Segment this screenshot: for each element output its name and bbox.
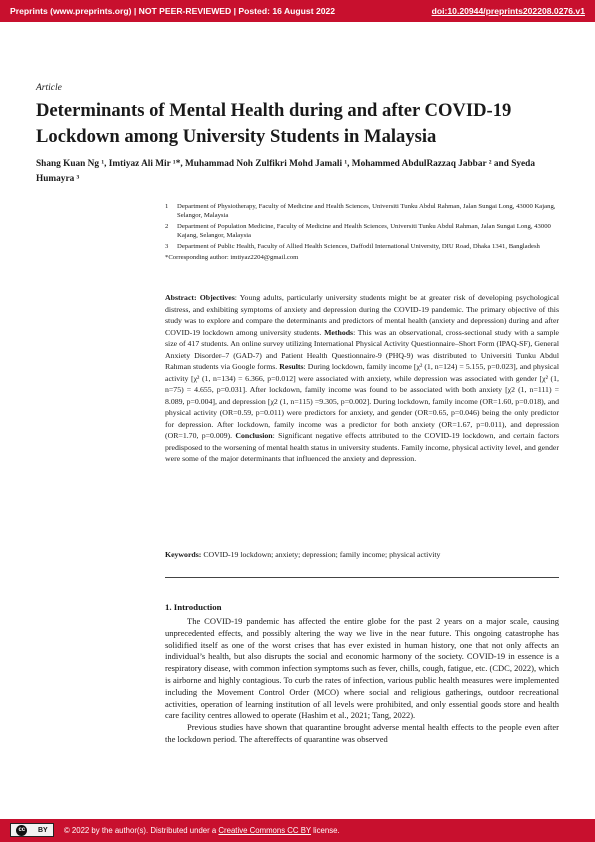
corresponding-author: *Corresponding author: imtiyaz2204@gmail.com — [165, 254, 299, 262]
keywords — [165, 549, 559, 560]
keywords-text: COVID-19 lockdown; anxiety; depression; family income; physical activity — [201, 550, 441, 559]
affiliation-text: Department of Physiotherapy, Faculty of Medicine and Health Sciences, Universiti Tunku Abdul Rahman, Jalan Sungai Long, 43000 Kajang, Selangor, Malaysia — [177, 203, 556, 220]
introduction-paragraph: Previous studies have shown that quarantine brought adverse mental health effects to the people even after the lockdown period. The aftereffects of quarantine was observed — [165, 722, 559, 744]
affiliations — [165, 202, 565, 262]
paper-title: Determinants of Mental Health during and after COVID-19 Lockdown among University Students in Malaysia — [36, 100, 512, 147]
author-list: Shang Kuan Ng ¹, Imtiyaz Ali Mir ¹*, Muhammad Noh Zulfikri Mohd Jamali ¹, Mohammed AbdulRazzaq Jabbar ² and Syeda Humayra ³ — [36, 159, 535, 184]
objectives-label: Objectives — [199, 293, 235, 302]
keywords-label: Keywords: — [165, 550, 202, 559]
methods-label: Methods — [324, 327, 354, 337]
conclusion-text: : Significant negative effects attributed to the COVID-19 lockdown, and certain factors predisposed to the worsening of mental health status in university students. Family income, physical activity level, and gender were some of the major determinants that influenced the anxiety and depression. — [165, 431, 559, 463]
header-info: Preprints (www.preprints.org) | NOT PEER-REVIEWED | Posted: 16 August 2022 — [10, 6, 336, 16]
cc-by-license-icon[interactable] — [10, 823, 54, 837]
introduction-heading: 1. Introduction — [165, 602, 222, 612]
license-text-suffix: license. — [311, 826, 340, 835]
affiliation-number: 3 — [165, 242, 169, 250]
introduction-body — [165, 616, 559, 746]
section-divider — [165, 577, 559, 578]
license-footer — [0, 819, 595, 842]
conclusion-label: Conclusion — [235, 431, 273, 440]
affiliation-text: Department of Population Medicine, Faculty of Medicine and Health Sciences, Universiti Tunku Abdul Rahman, Jalan Sungai Long, 43000 Kajang, Selangor, Malaysia — [177, 222, 551, 240]
affiliation-number: 2 — [165, 222, 169, 230]
introduction-paragraph: The COVID-19 pandemic has affected the entire globe for the past 2 years on a major scale, causing unprecedented effects, and possibly altering the way we live in the near future. This ongoing catastrophe has solidified itself as one of the worst crises that has ever existed in human history, one that not only affects an individual’s health, but also disrupts the social and economic harmony of the society. COVID-19 in essence is a respiratory disease, with common infection symptoms such as fever, chills, cough, fatigue, etc. (CDC, 2022), which is airborne and highly contagious. To curb the rates of infection, various public health measures were implemented including the Movement Control Order (MCO) where social and religious gatherings, outdoor recreational activities, operation of learning institution of all levels were prohibited, and only essential goods store and health care facility centres allowed to operate (Hashim et al., 2021; Tang, 2022). — [165, 616, 559, 721]
abstract-label: Abstract: — [165, 293, 197, 302]
by-icon: BY — [37, 826, 48, 834]
license-text — [64, 826, 340, 835]
methods-text: : This was an observational, cross-sectional study with a sample size of 417 students. An online survey utilizing International Physical Activity Questionnaire–Short Form (IPAQ-SF), General Anxiety Disorder–7 (GAD-7) and Patient Health Questionnaire-9 (PHQ-9) was distributed to Universiti Tunku Abdul Rahman students via Google forms. — [165, 327, 559, 371]
objectives-text: : Young adults, particularly university students might be at greater risk of developing psychological distress, and exhibiting symptoms of anxiety and depression during the COVID-19 pandemic. The primary objective of this study was to explore and compare the determinants and predictors of mental health (anxiety and depression) during and after COVID-19 lockdown among university students. — [165, 293, 559, 337]
results-label: Results — [279, 362, 304, 371]
affiliation-number: 1 — [165, 203, 169, 210]
affiliation-text: Department of Public Health, Faculty of Allied Health Sciences, Daffodil International University, DIU Road, Dhaka 1341, Bangladesh — [177, 242, 540, 250]
doi-link[interactable]: doi:10.20944/preprints202208.0276.v1 — [431, 6, 585, 16]
cc-icon: cc — [16, 825, 27, 836]
article-type-label: Article — [36, 83, 62, 93]
results-text: : During lockdown, family income [χ² (1, n=124) = 5.155, p=0.023], and physical activity [χ² (1, n=134) = 6.366, p=0.012] were associated with anxiety, while depression was associated with gender [χ² (1, n=75) = 4.655, p=0.031]. After lockdown, family income was found to be associated with both anxiety [χ2 (1, n=111) = 8.089, p=0.004], and depression [χ2 (1, n=115) =9.305, p=0.002]. During lockdown, family income (OR=1.60, p=0.018), and physical activity (OR=0.59, p=0.011) were predictors for anxiety, and gender (OR=0.65, p=0.046) being the only predictor for depression. After lockdown, family income was a predictor for both anxiety (OR=1.67, p=0.011), and depression (OR=1.70, p=0.009). — [165, 362, 559, 440]
affiliation-1 — [165, 202, 565, 221]
license-link[interactable]: Creative Commons CC BY — [218, 826, 311, 835]
abstract — [165, 292, 559, 465]
affiliation-3 — [165, 242, 565, 251]
affiliation-2 — [165, 222, 565, 241]
preprint-header-bar — [0, 0, 595, 22]
license-text-prefix: © 2022 by the author(s). Distributed under a — [64, 826, 219, 835]
